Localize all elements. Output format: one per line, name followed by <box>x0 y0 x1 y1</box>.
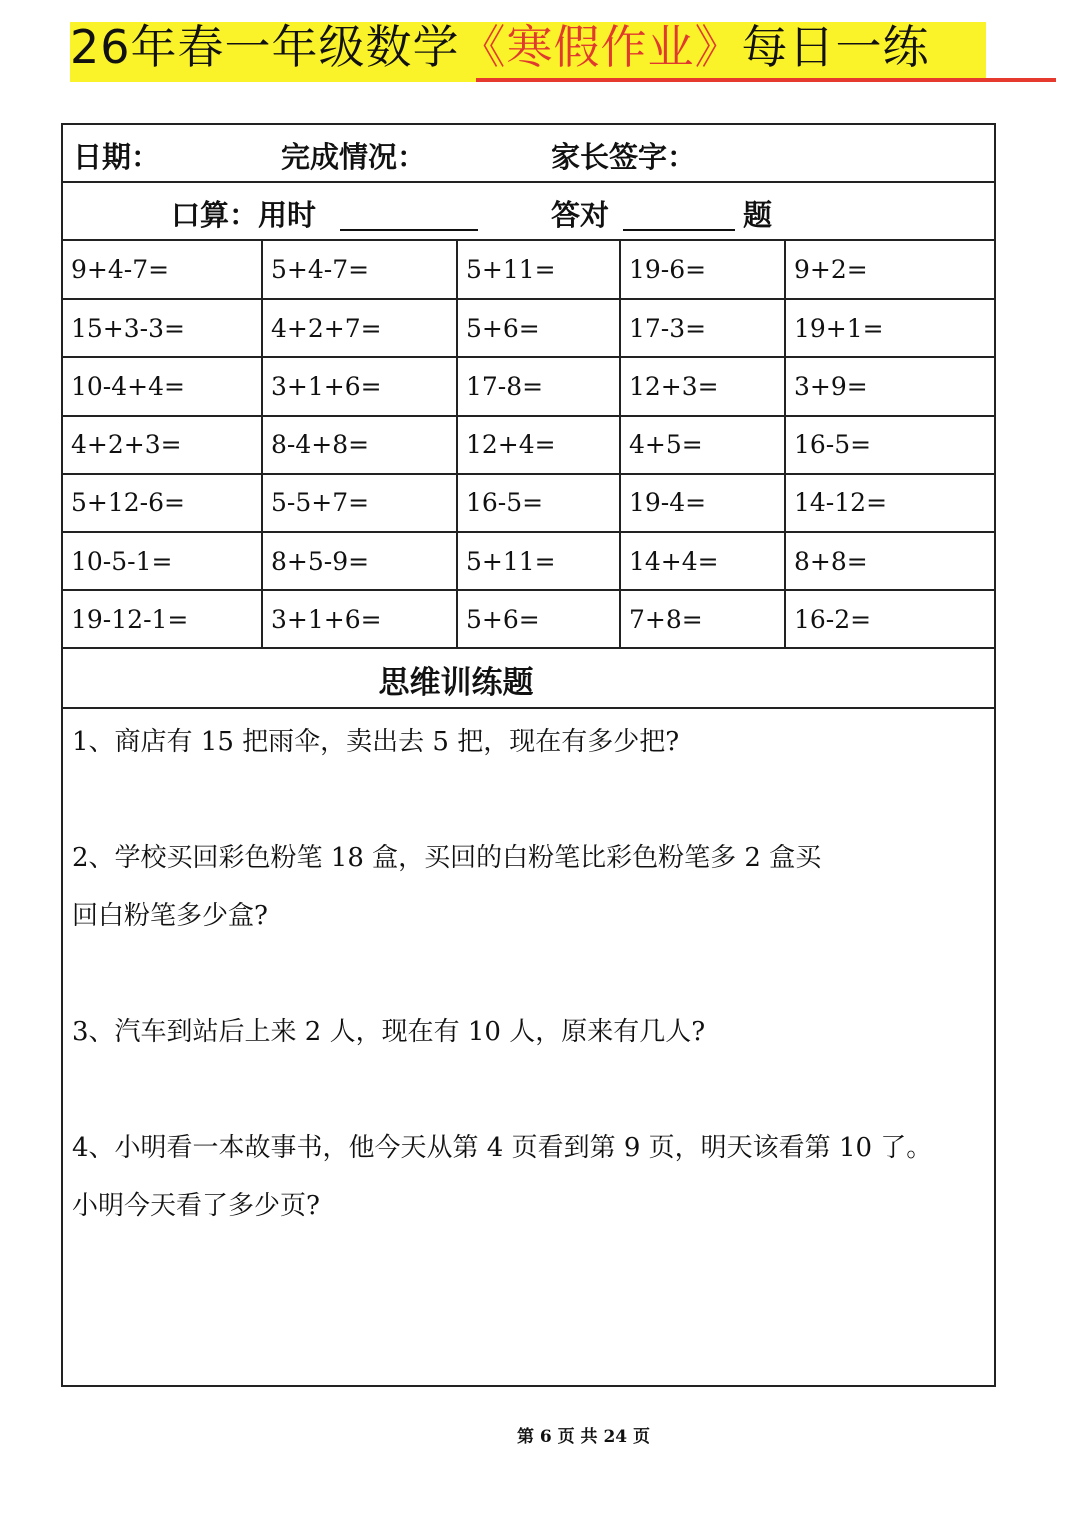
problem-cell: 3+1+6= <box>262 590 457 648</box>
problem-grid <box>63 241 994 649</box>
title-part-2: 《寒假作业》 <box>459 20 742 74</box>
problem-cell: 16-2= <box>785 590 994 648</box>
question-4: 4、小明看一本故事书，他今天从第 4 页看到第 9 页，明天该看第 10 了。 <box>72 1133 933 1163</box>
unit-label: 题 <box>743 198 773 232</box>
problem-cell: 16-5= <box>785 416 994 474</box>
title-underline <box>476 78 1056 82</box>
parent-sign-label: 家长签字： <box>551 140 697 174</box>
info-row <box>63 125 994 183</box>
status-label: 完成情况： <box>281 140 427 174</box>
problem-row <box>63 590 994 648</box>
problem-cell: 17-3= <box>620 299 785 357</box>
problem-cell: 19-6= <box>620 241 785 299</box>
correct-blank[interactable] <box>623 229 735 231</box>
problem-cell: 3+1+6= <box>262 357 457 415</box>
question-1: 1、商店有 15 把雨伞，卖出去 5 把，现在有多少把? <box>72 727 680 757</box>
problem-cell: 12+4= <box>457 416 620 474</box>
oral-calc-header <box>63 183 994 241</box>
problem-row <box>63 241 994 299</box>
problem-cell: 5+6= <box>457 299 620 357</box>
question-2-cont: 回白粉笔多少盒? <box>72 901 268 931</box>
problem-cell: 7+8= <box>620 590 785 648</box>
problem-cell: 19+1= <box>785 299 994 357</box>
problem-cell: 14-12= <box>785 474 994 532</box>
problem-cell: 5+6= <box>457 590 620 648</box>
page-number: 第 6 页 共 24 页 <box>516 1427 651 1447</box>
problem-cell: 4+2+3= <box>63 416 262 474</box>
problem-cell: 8-4+8= <box>262 416 457 474</box>
question-2: 2、学校买回彩色粉笔 18 盒，买回的白粉笔比彩色粉笔多 2 盒买 <box>72 843 822 873</box>
problem-cell: 8+8= <box>785 532 994 590</box>
problem-cell: 5+4-7= <box>262 241 457 299</box>
problem-cell: 19-4= <box>620 474 785 532</box>
problem-cell: 8+5-9= <box>262 532 457 590</box>
problem-row <box>63 474 994 532</box>
title-part-1: 26年春一年级数学 <box>70 20 460 74</box>
problem-cell: 9+4-7= <box>63 241 262 299</box>
problem-row <box>63 532 994 590</box>
problem-cell: 5-5+7= <box>262 474 457 532</box>
problem-cell: 4+5= <box>620 416 785 474</box>
problem-cell: 5+12-6= <box>63 474 262 532</box>
problem-cell: 15+3-3= <box>63 299 262 357</box>
problem-cell: 3+9= <box>785 357 994 415</box>
title-text <box>70 16 986 78</box>
problem-cell: 19-12-1= <box>63 590 262 648</box>
problem-row <box>63 299 994 357</box>
problem-row <box>63 416 994 474</box>
problem-cell: 4+2+7= <box>262 299 457 357</box>
problem-cell: 17-8= <box>457 357 620 415</box>
correct-label: 答对 <box>551 198 610 232</box>
problem-cell: 10-4+4= <box>63 357 262 415</box>
problem-row <box>63 357 994 415</box>
problem-cell: 9+2= <box>785 241 994 299</box>
problem-cell: 5+11= <box>457 532 620 590</box>
time-blank[interactable] <box>340 229 478 231</box>
thinking-heading: 思维训练题 <box>378 665 534 701</box>
page-title <box>70 16 986 74</box>
time-label: 口算：用时 <box>171 198 317 232</box>
problem-cell: 10-5-1= <box>63 532 262 590</box>
problem-cell: 14+4= <box>620 532 785 590</box>
thinking-header <box>63 649 994 709</box>
question-4-cont: 小明今天看了多少页? <box>72 1191 320 1221</box>
date-label: 日期： <box>73 140 161 174</box>
problem-cell: 12+3= <box>620 357 785 415</box>
problem-cell: 16-5= <box>457 474 620 532</box>
worksheet <box>61 123 996 1387</box>
title-part-3: 每日一练 <box>741 20 930 74</box>
question-3: 3、汽车到站后上来 2 人，现在有 10 人，原来有几人? <box>72 1017 706 1047</box>
problem-cell: 5+11= <box>457 241 620 299</box>
